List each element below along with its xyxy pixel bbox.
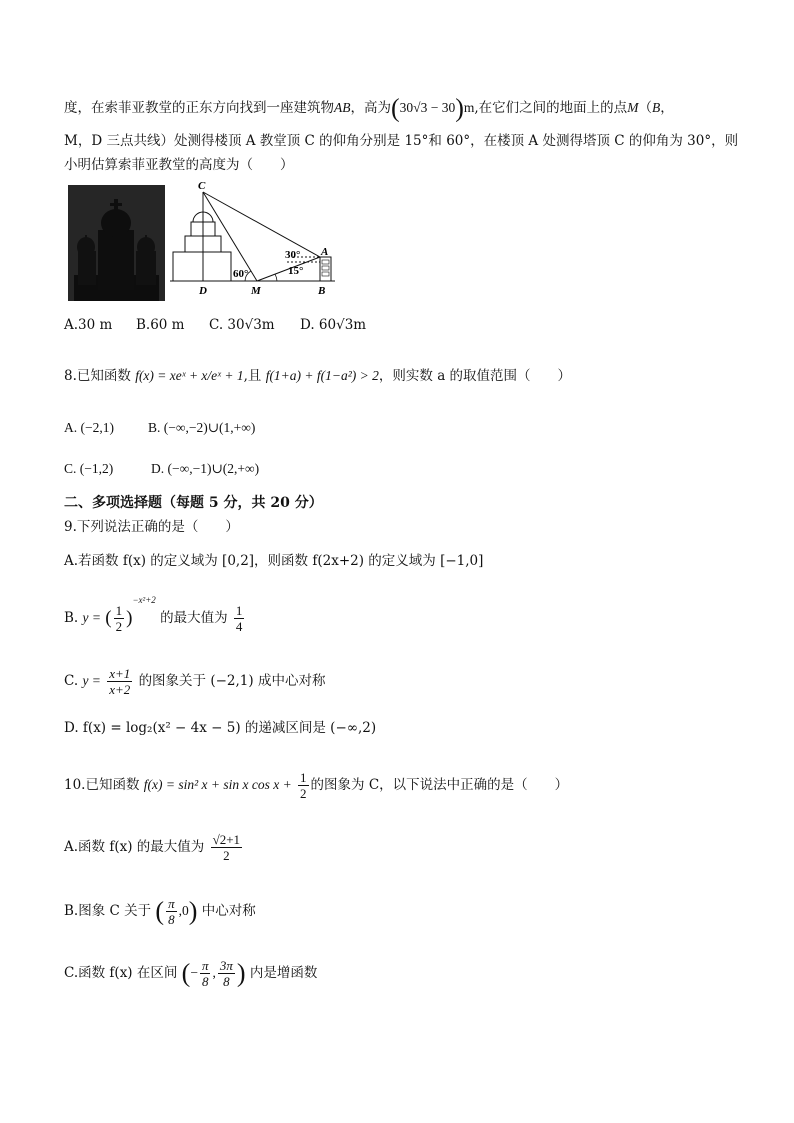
text: （ — [638, 100, 652, 116]
label-30deg: 30° — [285, 249, 301, 261]
geometry-diagram — [165, 178, 340, 303]
cathedral-photo — [68, 185, 165, 301]
q8-option-a: A. (−2,1) — [64, 420, 114, 435]
numerator: √2+1 — [212, 832, 241, 847]
label-B: B — [318, 285, 326, 297]
paren: ( — [391, 93, 400, 123]
paren: ) — [236, 958, 246, 988]
text: ，则实数 a 的取值范围（ ） — [378, 368, 572, 384]
section-heading: 二、多项选择题（每题 5 分，共 20 分） — [64, 495, 323, 511]
function-def: f(x) = xeˣ + x/eˣ + 1 — [135, 368, 244, 383]
text: 的最大值为 — [160, 610, 228, 626]
denominator: 2 — [300, 786, 307, 801]
denominator: 2 — [115, 619, 123, 634]
numerator: 3π — [219, 958, 233, 973]
text: A.函数 f(x) 的最大值为 — [64, 839, 205, 855]
label-D: D — [199, 285, 207, 297]
fraction — [200, 958, 211, 989]
condition: f(1+a) + f(1−a²) > 2 — [265, 368, 379, 383]
numerator: 1 — [235, 603, 243, 618]
q7-line1 — [64, 93, 674, 123]
comma: , — [212, 965, 216, 980]
fraction — [166, 896, 177, 927]
q9-option-d: D. f(x) = log₂(x² − 4x − 5) 的递减区间是 (−∞,2) — [64, 720, 377, 736]
text: 中心对称 — [201, 903, 256, 919]
numerator: x+1 — [109, 666, 131, 681]
text: 内是增函数 — [249, 965, 318, 981]
exponent: −x²+2 — [132, 594, 156, 605]
text: ,在它们之间的地面上的点 — [474, 100, 628, 116]
numerator: π — [168, 896, 175, 911]
text: 8.已知函数 — [64, 368, 131, 384]
math-m: M — [627, 100, 639, 115]
fraction — [114, 603, 125, 634]
fraction — [107, 666, 132, 697]
text: ,0 — [178, 903, 189, 918]
text: B.图象 C 关于 — [64, 903, 152, 919]
text: ，高为 — [350, 100, 391, 116]
denominator: x+2 — [109, 682, 131, 697]
math-ab: AB — [334, 100, 351, 115]
function-def: f(x) = sin² x + sin x cos x + — [143, 777, 292, 792]
text: B. — [64, 610, 79, 626]
label-M: M — [251, 285, 261, 297]
q7-option-c: C. 30√3m — [209, 317, 275, 333]
label-C: C — [198, 180, 206, 192]
paren: ( — [155, 896, 165, 926]
fraction — [234, 603, 245, 634]
q8-stem — [64, 366, 571, 386]
q7-option-b: B.60 m — [136, 317, 185, 333]
text: 的图象为 C，以下说法中正确的是（ ） — [310, 777, 569, 793]
q9-option-c — [64, 666, 325, 697]
label-15deg: 15° — [288, 265, 304, 277]
q9-stem: 9.下列说法正确的是（ ） — [64, 519, 239, 535]
math-y: y = — [82, 673, 101, 688]
unit: m — [463, 100, 475, 115]
q7-option-d: D. 60√3m — [300, 317, 367, 333]
q9-option-a: A.若函数 f(x) 的定义域为 [0,2]，则函数 f(2x+2) 的定义域为 [−1,0] — [64, 553, 484, 569]
text: C.函数 f(x) 在区间 — [64, 965, 178, 981]
text: 的图象关于 (−2,1) 成中心对称 — [138, 673, 326, 689]
numerator: 1 — [300, 770, 307, 785]
fraction — [218, 958, 235, 989]
height-expression: 30√3 − 30 — [399, 100, 456, 115]
text: C. — [64, 673, 79, 689]
q10-option-b — [64, 896, 256, 927]
paren: ) — [126, 607, 133, 629]
q7-option-a: A.30 m — [64, 317, 113, 333]
q10-option-c — [64, 958, 317, 989]
text: ， — [660, 100, 674, 116]
text: ,且 — [243, 368, 262, 384]
label-A: A — [321, 246, 329, 258]
q8-option-b: B. (−∞,−2)∪(1,+∞) — [148, 420, 256, 435]
denominator: 8 — [168, 912, 175, 927]
paren: ) — [455, 93, 464, 123]
text: 度，在索菲亚教堂的正东方向找到一座建筑物 — [64, 100, 334, 116]
denominator: 4 — [235, 619, 243, 634]
paren: ( — [105, 607, 112, 629]
numerator: 1 — [115, 603, 123, 618]
q7-line2: M，D 三点共线）处测得楼顶 A 教堂顶 C 的仰角分别是 15°和 60°，在楼顶 A 处测得塔顶 C 的仰角为 30°，则 — [64, 133, 739, 149]
denominator: 2 — [223, 848, 230, 863]
q7-line3: 小明估算索菲亚教堂的高度为（ ） — [64, 157, 294, 173]
q8-option-d: D. (−∞,−1)∪(2,+∞) — [151, 461, 260, 476]
numerator: π — [201, 958, 209, 973]
math-b: B — [651, 100, 661, 115]
denominator: 8 — [201, 974, 209, 989]
text: 10.已知函数 — [64, 777, 140, 793]
fraction — [211, 832, 242, 863]
q9-option-b — [64, 594, 246, 634]
paren: ) — [188, 896, 198, 926]
paren: ( — [181, 958, 191, 988]
label-60deg: 60° — [233, 268, 249, 280]
fraction — [298, 770, 309, 801]
q10-stem — [64, 770, 568, 801]
q8-option-c: C. (−1,2) — [64, 461, 114, 476]
q10-option-a — [64, 832, 244, 863]
minus: − — [190, 965, 198, 980]
math-y: y = — [82, 610, 101, 625]
denominator: 8 — [223, 974, 230, 989]
